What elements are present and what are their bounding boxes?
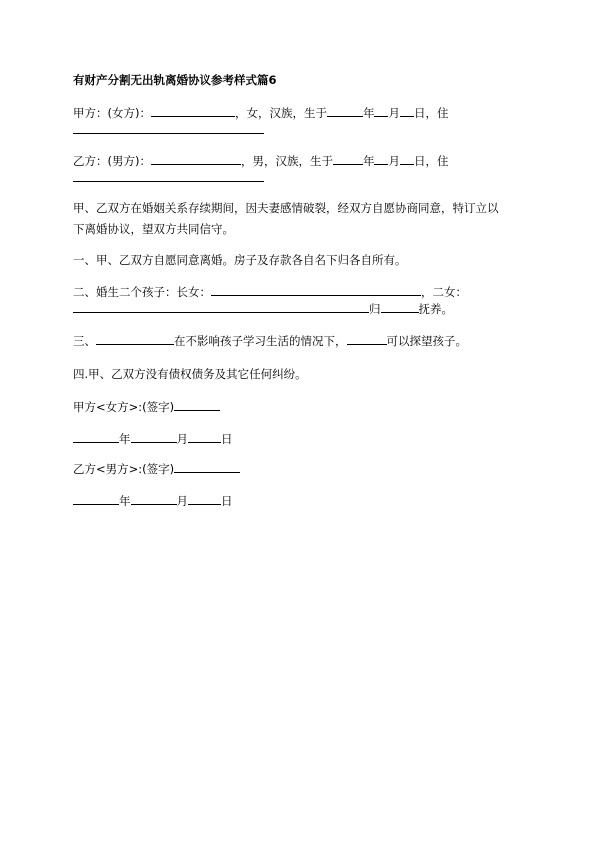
elder-daughter-blank xyxy=(211,283,421,296)
signature-b-month-blank xyxy=(131,492,177,505)
clause-1: 一、甲、乙双方自愿同意离婚。房子及存款各自名下归各自所有。 xyxy=(73,253,407,267)
clause-2-suffix: 抚养。 xyxy=(418,302,453,316)
clause-3-visitor-blank xyxy=(347,332,387,345)
signature-a-line xyxy=(73,398,220,415)
signature-b-date xyxy=(73,492,233,509)
younger-daughter-blank xyxy=(73,300,369,313)
signature-a-day-blank xyxy=(188,430,221,443)
signature-a-month-label: 月 xyxy=(176,432,188,446)
signature-a-blank xyxy=(174,398,220,411)
party-a-gender-ethnicity: ，女，汉族，生于 xyxy=(234,106,327,120)
clause-3-prefix: 三、 xyxy=(73,334,96,348)
signature-b-year-blank xyxy=(73,492,119,505)
party-b-line xyxy=(73,152,448,169)
party-a-day-label: 日，住 xyxy=(413,106,449,120)
clause-2-gui: 归 xyxy=(369,302,381,316)
party-a-line xyxy=(73,104,448,121)
signature-b-year-label: 年 xyxy=(119,494,131,508)
signature-a-year-blank xyxy=(73,430,119,443)
party-b-label: 乙方：(男方)： xyxy=(73,154,151,168)
party-a-address-blank xyxy=(73,133,264,134)
signature-b-month-label: 月 xyxy=(176,494,188,508)
signature-a-year-label: 年 xyxy=(119,432,131,446)
clause-2-mid: ，二女： xyxy=(421,285,467,299)
signature-a-date xyxy=(73,430,233,447)
party-a-name-blank xyxy=(151,104,235,117)
party-a-day-blank xyxy=(400,104,414,117)
clause-3-suffix: 可以探望孩子。 xyxy=(386,334,467,348)
clause-2-prefix: 二、婚生二个孩子：长女： xyxy=(73,285,211,299)
signature-b-blank xyxy=(174,460,240,473)
document-title: 有财产分割无出轨离婚协议参考样式篇6 xyxy=(73,73,277,87)
signature-a-day-label: 日 xyxy=(221,432,233,446)
party-a-month-label: 月 xyxy=(388,106,400,120)
signature-a-month-blank xyxy=(131,430,177,443)
party-b-name-blank xyxy=(151,152,241,165)
party-a-year-label: 年 xyxy=(362,106,375,120)
clause-3-mid: 在不影响孩子学习生活的情况下， xyxy=(174,334,347,348)
clause-2-line-1 xyxy=(73,283,467,300)
intro-line-2: 下离婚协议，望双方共同信守。 xyxy=(73,222,234,236)
party-b-address-blank xyxy=(73,181,264,182)
party-a-year-blank xyxy=(327,104,363,117)
signature-b-day-blank xyxy=(188,492,221,505)
clause-3-party-blank xyxy=(96,332,174,345)
intro-line-1: 甲、乙双方在婚姻关系存续期间，因夫妻感情破裂，经双方自愿协商同意，特订立以 xyxy=(73,201,499,215)
party-b-day-label: 日，住 xyxy=(413,154,449,168)
party-a-month-blank xyxy=(374,104,388,117)
party-b-year-label: 年 xyxy=(362,154,375,168)
party-b-month-label: 月 xyxy=(388,154,400,168)
party-a-label: 甲方：(女方)： xyxy=(73,106,151,120)
clause-2-line-2 xyxy=(73,300,453,317)
clause-3 xyxy=(73,332,467,349)
party-b-year-blank xyxy=(333,152,363,165)
party-b-month-blank xyxy=(374,152,388,165)
clause-4: 四.甲、乙双方没有债权债务及其它任何纠纷。 xyxy=(73,367,307,381)
party-b-day-blank xyxy=(400,152,414,165)
signature-a-label: 甲方<女方>:(签字) xyxy=(73,400,175,414)
signature-b-day-label: 日 xyxy=(221,494,233,508)
signature-b-label: 乙方<男方>:(签字) xyxy=(73,462,175,476)
party-b-gender-ethnicity: ，男，汉族，生于 xyxy=(240,154,333,168)
signature-b-line xyxy=(73,460,240,477)
custody-blank xyxy=(381,300,419,313)
